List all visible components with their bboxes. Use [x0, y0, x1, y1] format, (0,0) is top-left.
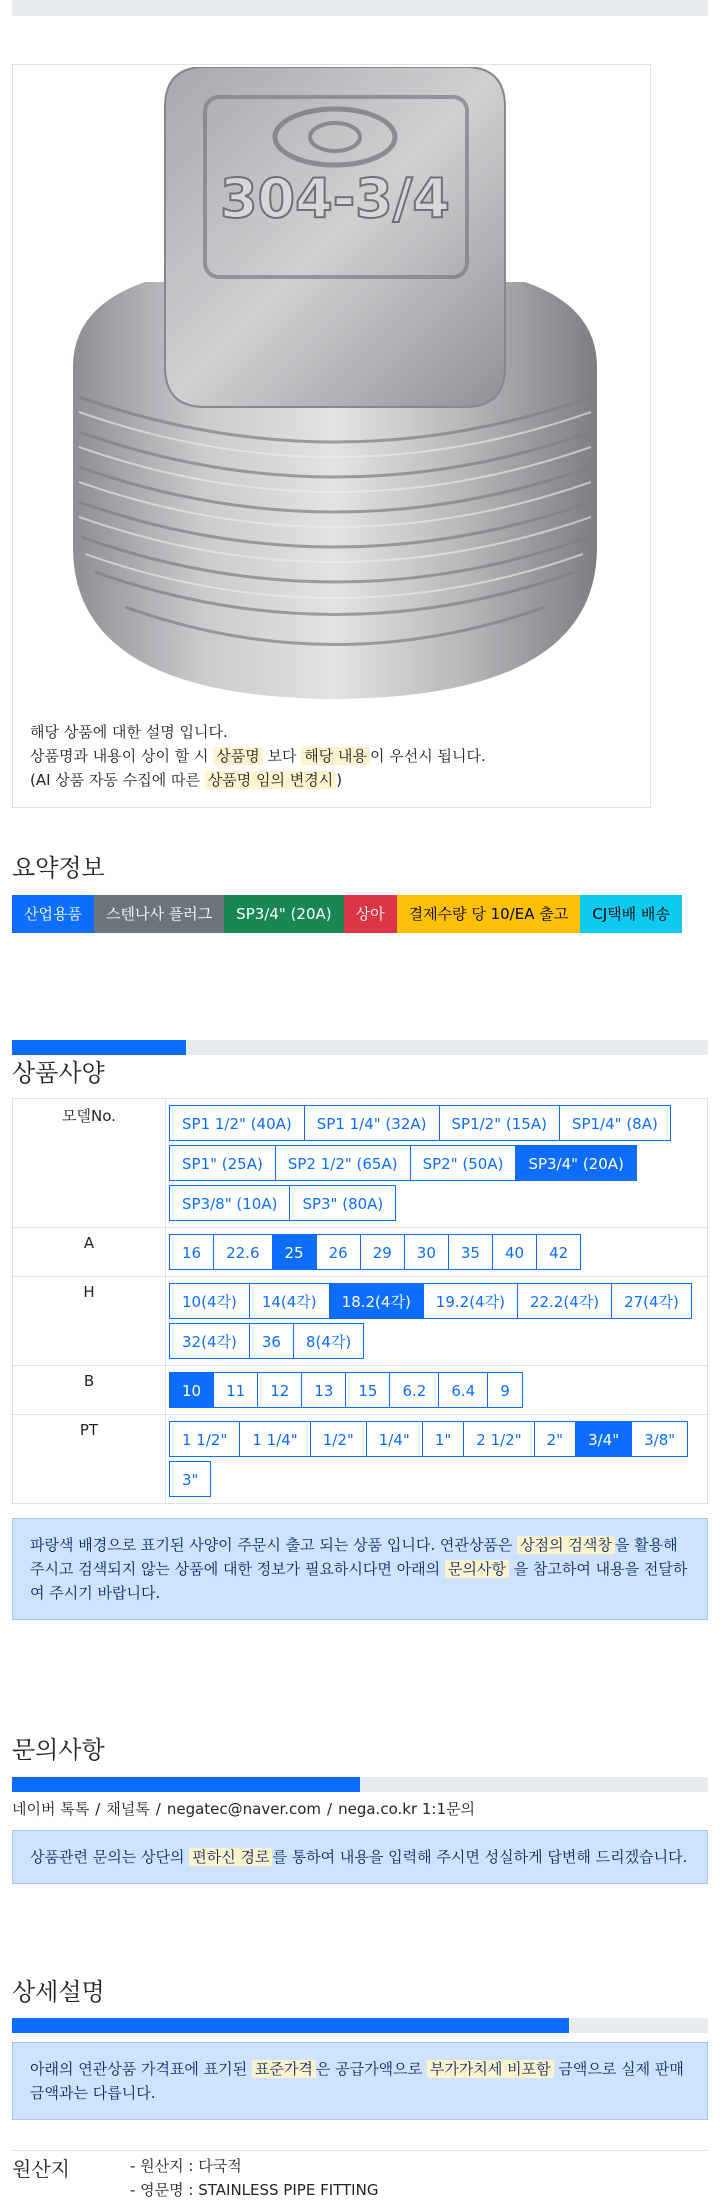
spec-option-button[interactable]: 26	[316, 1234, 361, 1270]
notice-text: 금액으로 실제 판매금액과는 다릅니다.	[30, 2060, 684, 2102]
spec-row	[13, 1366, 708, 1415]
spec-notice	[12, 1518, 708, 1620]
spec-option-button[interactable]: SP1/2" (15A)	[439, 1105, 560, 1141]
notice-text: 을 참고하여 내용을 전달하여 주시기 바랍니다.	[30, 1560, 688, 1602]
summary-title: 요약정보	[12, 854, 105, 882]
desc-text: )	[336, 771, 343, 789]
spec-option-button[interactable]: SP1/4" (8A)	[559, 1105, 671, 1141]
contact-list	[12, 1798, 475, 1819]
spec-options	[166, 1277, 708, 1366]
summary-tag: 결제수량 당 10/EA 출고	[397, 895, 581, 933]
product-image	[65, 67, 605, 703]
spec-options	[166, 1099, 708, 1228]
spec-title: 상품사양	[12, 1059, 105, 1087]
spec-row	[13, 1415, 708, 1504]
desc-line-1: 해당 상품에 대한 설명 입니다.	[30, 723, 228, 741]
top-bar	[12, 0, 708, 16]
notice-text: 은 공급가액으로	[315, 2060, 427, 2078]
contact-link[interactable]: 채널톡	[106, 1800, 150, 1818]
desc-line-2	[30, 744, 486, 768]
spec-option-button[interactable]: 29	[360, 1234, 405, 1270]
highlight-standard-price: 표준가격	[252, 2060, 316, 2078]
spec-label: A	[13, 1228, 166, 1277]
spec-option-button[interactable]: 13	[301, 1372, 346, 1408]
contact-link[interactable]: negatec@naver.com	[166, 1800, 322, 1818]
spec-options	[166, 1366, 708, 1415]
spec-option-button[interactable]: 1/4"	[366, 1421, 423, 1457]
contact-separator: /	[155, 1800, 161, 1818]
desc-line-3	[30, 768, 486, 792]
spec-row	[13, 1228, 708, 1277]
spec-option-button[interactable]: SP3" (80A)	[289, 1185, 396, 1221]
inquiry-notice	[12, 1830, 708, 1884]
notice-text: 아래의 연관상품 가격표에 표기된	[30, 2060, 252, 2078]
notice-text: 상품관련 문의는 상단의	[30, 1848, 190, 1866]
product-description	[30, 720, 486, 792]
inquiry-progress	[12, 1777, 708, 1792]
notice-text: 를 통하여 내용을 입력해 주시면 성실하게 답변해 드리겠습니다.	[272, 1848, 688, 1866]
contact-separator: /	[95, 1800, 101, 1818]
spec-option-button[interactable]: 3"	[169, 1461, 211, 1497]
inquiry-title: 문의사항	[12, 1736, 105, 1764]
contact-link[interactable]: 네이버 톡톡	[12, 1800, 90, 1818]
spec-option-button[interactable]: 6.2	[389, 1372, 439, 1408]
spec-option-button[interactable]: 22.2(4각)	[517, 1283, 612, 1319]
contact-separator: /	[327, 1800, 333, 1818]
spec-option-button[interactable]: SP2" (50A)	[410, 1145, 517, 1181]
spec-option-button[interactable]: 40	[492, 1234, 537, 1270]
summary-tag: SP3/4" (20A)	[224, 895, 343, 933]
spec-option-button[interactable]: SP2 1/2" (65A)	[275, 1145, 411, 1181]
contact-link[interactable]: nega.co.kr 1:1문의	[338, 1800, 475, 1818]
spec-option-button[interactable]: SP3/8" (10A)	[169, 1185, 290, 1221]
spec-options	[166, 1415, 708, 1504]
product-card	[12, 64, 651, 808]
spec-option-button[interactable]: 2 1/2"	[463, 1421, 534, 1457]
spec-option-button[interactable]: 1/2"	[310, 1421, 367, 1457]
spec-row	[13, 1099, 708, 1228]
summary-tag: 산업용품	[12, 895, 94, 933]
spec-option-button[interactable]: 10(4각)	[169, 1283, 250, 1319]
highlight-inquiry: 문의사항	[445, 1560, 509, 1578]
spec-option-button[interactable]: SP1" (25A)	[169, 1145, 276, 1181]
spec-option-button[interactable]: 25	[272, 1234, 317, 1270]
origin-item: - 원산지 : 다국적	[130, 2157, 242, 2175]
desc-text: 상품명과 내용이 상이 할 시	[30, 747, 214, 765]
spec-option-button[interactable]: 8(4각)	[293, 1323, 364, 1359]
spec-option-button[interactable]: 18.2(4각)	[329, 1283, 424, 1319]
highlight-route: 편하신 경로	[189, 1848, 272, 1866]
spec-option-button[interactable]: 22.6	[213, 1234, 272, 1270]
spec-table	[12, 1098, 708, 1504]
origin-list	[130, 2154, 378, 2202]
spec-options	[166, 1228, 708, 1277]
spec-option-button[interactable]: 12	[257, 1372, 302, 1408]
spec-option-button[interactable]: 19.2(4각)	[423, 1283, 518, 1319]
summary-tag: 스텐나사 플러그	[94, 895, 224, 933]
origin-label: 원산지	[12, 2157, 70, 2181]
spec-option-button[interactable]: 27(4각)	[611, 1283, 692, 1319]
detail-progress-fill	[12, 2018, 569, 2033]
desc-text: 보다	[262, 747, 302, 765]
spec-option-button[interactable]: 1 1/4"	[239, 1421, 310, 1457]
highlight-search: 상점의 검색창	[517, 1536, 615, 1554]
notice-text: 을 활용해 주시고 검색되지 않는 상품에 대한 정보가 필요하시다면 아래의	[30, 1536, 678, 1578]
spec-option-button[interactable]: 15	[345, 1372, 390, 1408]
spec-option-button[interactable]: 14(4각)	[249, 1283, 330, 1319]
spec-option-button[interactable]: 35	[448, 1234, 493, 1270]
spec-option-button[interactable]: 10	[169, 1372, 214, 1408]
desc-text: (AI 상품 자동 수집에 따른	[30, 771, 205, 789]
spec-label: PT	[13, 1415, 166, 1504]
spec-label: B	[13, 1366, 166, 1415]
spec-option-button[interactable]: SP1 1/2" (40A)	[169, 1105, 305, 1141]
spec-label: H	[13, 1277, 166, 1366]
spec-option-button[interactable]: SP3/4" (20A)	[515, 1145, 636, 1181]
spec-option-button[interactable]: 30	[404, 1234, 449, 1270]
highlight-name-change: 상품명 임의 변경시	[205, 771, 336, 789]
spec-option-button[interactable]: 42	[536, 1234, 581, 1270]
spec-option-button[interactable]: SP1 1/4" (32A)	[304, 1105, 440, 1141]
spec-option-button[interactable]: 1 1/2"	[169, 1421, 240, 1457]
detail-progress	[12, 2018, 708, 2033]
summary-tags	[12, 895, 712, 933]
spec-option-button[interactable]: 3/8"	[631, 1421, 688, 1457]
detail-notice	[12, 2042, 708, 2120]
spec-option-button[interactable]: 11	[213, 1372, 258, 1408]
inquiry-progress-fill	[12, 1777, 360, 1792]
highlight-content: 해당 내용	[301, 747, 370, 765]
desc-text: 이 우선시 됩니다.	[369, 747, 486, 765]
spec-option-button[interactable]: 32(4각)	[169, 1323, 250, 1359]
summary-tag: 상아	[344, 895, 397, 933]
spec-option-button[interactable]: 2"	[534, 1421, 576, 1457]
spec-option-button[interactable]: 6.4	[438, 1372, 488, 1408]
summary-tag: CJ택배 배송	[580, 895, 682, 933]
spec-progress-fill	[12, 1040, 186, 1055]
spec-option-button[interactable]: 36	[249, 1323, 294, 1359]
highlight-vat: 부가가치세 비포함	[427, 2060, 554, 2078]
spec-option-button[interactable]: 16	[169, 1234, 214, 1270]
origin-divider	[12, 2150, 708, 2151]
highlight-product-name: 상품명	[213, 747, 262, 765]
spec-row	[13, 1277, 708, 1366]
origin-item: - 영문명 : STAINLESS PIPE FITTING	[130, 2181, 379, 2199]
detail-title: 상세설명	[12, 1978, 105, 2006]
spec-option-button[interactable]: 9	[487, 1372, 523, 1408]
spec-progress	[12, 1040, 708, 1055]
product-emboss-text: 304-3/4	[219, 167, 451, 230]
spec-option-button[interactable]: 1"	[422, 1421, 464, 1457]
spec-option-button[interactable]: 3/4"	[575, 1421, 632, 1457]
notice-text: 파랑색 배경으로 표기된 사양이 주문시 출고 되는 상품 입니다. 연관상품은	[30, 1536, 518, 1554]
spec-label: 모델No.	[13, 1099, 166, 1228]
